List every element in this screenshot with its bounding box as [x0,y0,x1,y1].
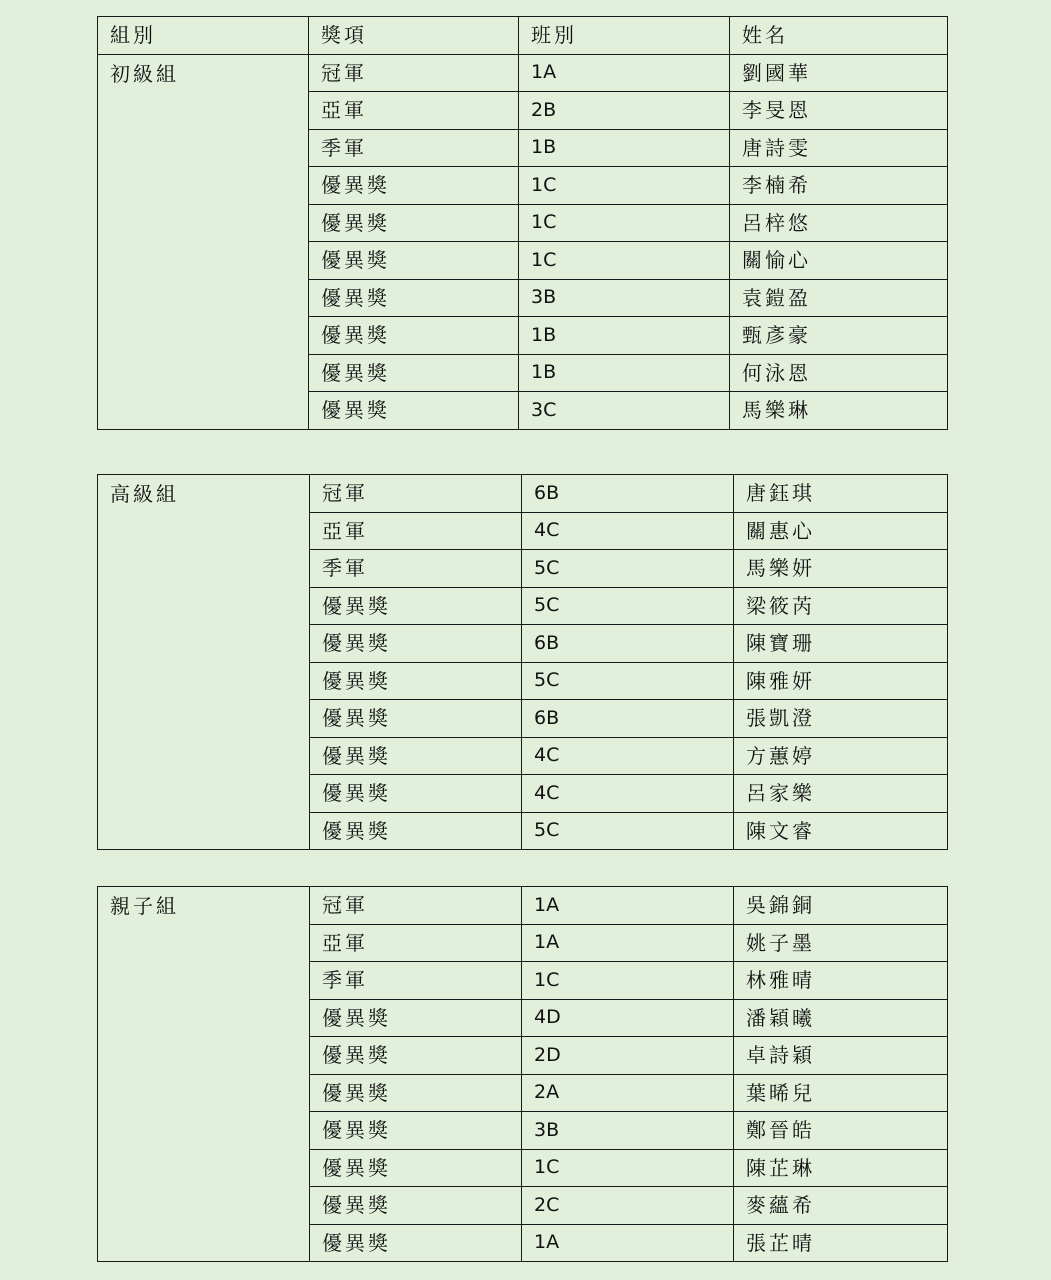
student-name-cell: 麥蘊希 [734,1187,948,1225]
header-row [98,17,948,55]
results-table-senior [97,474,948,850]
student-name-cell: 李旻恩 [730,92,948,130]
class-cell: 1A [522,887,734,925]
student-name-cell: 吳錦銅 [734,887,948,925]
award-cell: 季軍 [310,962,522,1000]
award-cell: 優異獎 [310,625,522,663]
award-cell: 優異獎 [309,167,519,205]
student-name-cell: 張凱澄 [734,700,948,738]
results-table-junior [97,16,948,430]
award-cell: 季軍 [309,129,519,167]
header-group: 組別 [98,17,309,55]
class-cell: 1C [522,1149,734,1187]
class-cell: 1C [519,242,730,280]
class-cell: 2D [522,1037,734,1075]
award-cell: 優異獎 [310,999,522,1037]
class-cell: 2C [522,1187,734,1225]
class-cell: 2A [522,1074,734,1112]
results-table-parent-child [97,886,948,1262]
student-name-cell: 唐鈺琪 [734,475,948,513]
award-cell: 優異獎 [309,354,519,392]
header-class: 班別 [519,17,730,55]
student-name-cell: 潘穎曦 [734,999,948,1037]
class-cell: 3C [519,392,730,430]
class-cell: 1C [519,204,730,242]
award-cell: 優異獎 [310,1037,522,1075]
class-cell: 1B [519,317,730,355]
student-name-cell: 張芷晴 [734,1224,948,1262]
results-table-body [98,17,948,430]
award-cell: 優異獎 [310,1112,522,1150]
header-name: 姓名 [730,17,948,55]
award-cell: 優異獎 [310,587,522,625]
award-cell: 優異獎 [310,662,522,700]
class-cell: 3B [522,1112,734,1150]
award-cell: 優異獎 [309,317,519,355]
class-cell: 4C [522,737,734,775]
class-cell: 1C [522,962,734,1000]
award-cell: 亞軍 [309,92,519,130]
results-table-body [98,887,948,1262]
group-name: 高級組 [98,475,310,850]
class-cell: 3B [519,279,730,317]
award-cell: 優異獎 [310,1224,522,1262]
table-row [98,475,948,513]
award-cell: 優異獎 [309,279,519,317]
student-name-cell: 陳寶珊 [734,625,948,663]
student-name-cell: 馬樂妍 [734,550,948,588]
class-cell: 5C [522,587,734,625]
class-cell: 5C [522,662,734,700]
award-cell: 優異獎 [309,204,519,242]
student-name-cell: 劉國華 [730,54,948,92]
award-cell: 亞軍 [310,924,522,962]
group-name: 親子組 [98,887,310,1262]
class-cell: 1C [519,167,730,205]
award-cell: 優異獎 [310,1074,522,1112]
award-cell: 優異獎 [309,242,519,280]
award-cell: 優異獎 [310,775,522,813]
table-row [98,54,948,92]
class-cell: 2B [519,92,730,130]
student-name-cell: 何泳恩 [730,354,948,392]
student-name-cell: 方蕙婷 [734,737,948,775]
student-name-cell: 唐詩雯 [730,129,948,167]
student-name-cell: 陳雅妍 [734,662,948,700]
class-cell: 1A [519,54,730,92]
group-name: 初級組 [98,54,309,429]
class-cell: 1B [519,129,730,167]
student-name-cell: 鄭晉皓 [734,1112,948,1150]
award-cell: 亞軍 [310,512,522,550]
results-table-body [98,475,948,850]
header-award: 獎項 [309,17,519,55]
class-cell: 6B [522,625,734,663]
class-cell: 4C [522,775,734,813]
student-name-cell: 關愉心 [730,242,948,280]
class-cell: 4D [522,999,734,1037]
student-name-cell: 袁鎧盈 [730,279,948,317]
student-name-cell: 葉晞兒 [734,1074,948,1112]
student-name-cell: 呂家樂 [734,775,948,813]
student-name-cell: 關惠心 [734,512,948,550]
award-cell: 冠軍 [309,54,519,92]
student-name-cell: 林雅晴 [734,962,948,1000]
student-name-cell: 李楠希 [730,167,948,205]
student-name-cell: 梁筱芮 [734,587,948,625]
class-cell: 1B [519,354,730,392]
student-name-cell: 甄彥豪 [730,317,948,355]
award-cell: 優異獎 [310,812,522,850]
award-cell: 優異獎 [310,737,522,775]
student-name-cell: 卓詩穎 [734,1037,948,1075]
student-name-cell: 姚子墨 [734,924,948,962]
class-cell: 6B [522,700,734,738]
student-name-cell: 呂梓悠 [730,204,948,242]
class-cell: 1A [522,924,734,962]
table-row [98,887,948,925]
class-cell: 6B [522,475,734,513]
class-cell: 5C [522,812,734,850]
student-name-cell: 馬樂琳 [730,392,948,430]
award-cell: 冠軍 [310,887,522,925]
award-cell: 優異獎 [310,1149,522,1187]
award-cell: 優異獎 [309,392,519,430]
award-cell: 冠軍 [310,475,522,513]
class-cell: 4C [522,512,734,550]
student-name-cell: 陳文睿 [734,812,948,850]
award-cell: 優異獎 [310,700,522,738]
class-cell: 1A [522,1224,734,1262]
award-cell: 優異獎 [310,1187,522,1225]
award-cell: 季軍 [310,550,522,588]
class-cell: 5C [522,550,734,588]
student-name-cell: 陳芷琳 [734,1149,948,1187]
